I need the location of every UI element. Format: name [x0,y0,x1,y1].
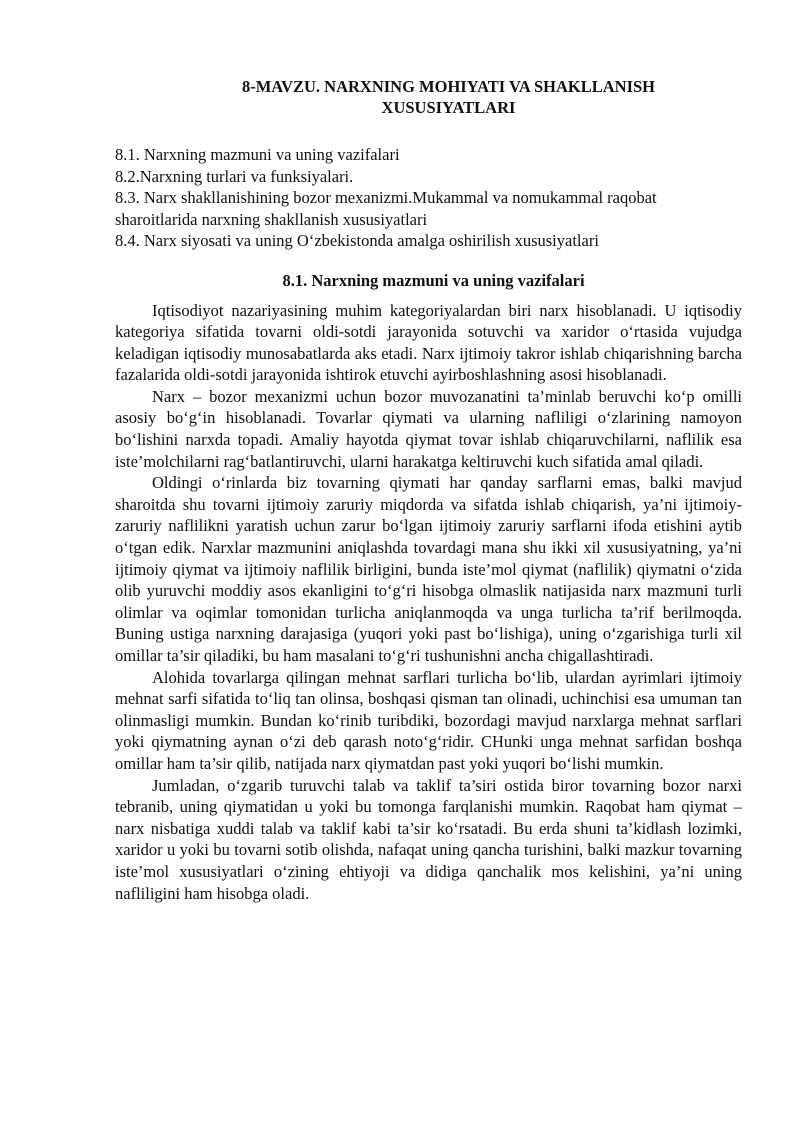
title-line-2: XUSUSIYATLARI [381,98,516,117]
table-of-contents [115,144,742,252]
paragraph: Alohida tovarlarga qilingan mehnat sarflari turlicha bo‘lib, ulardan ayrimlari ijtimoiy mehnat sarfi sifatida to‘liq tan olinsa, boshqasi qisman tan olinadi, uchinchisi esa umuman tan olinmasligi mumkin. Bundan ko‘rinib turibdiki, bozordagi mavjud narxlarga mehnat sarflari yoki qiymatning aynan o‘zi deb qarash noto‘g‘ridir. CHunki unga mehnat sarfidan boshqa omillar ham ta’sir qilib, natijada narx qiymatdan past yoki yuqori bo‘lishi mumkin. [115,667,742,773]
paragraph: Jumladan, o‘zgarib turuvchi talab va taklif ta’siri ostida biror tovarning bozor narxi tebranib, uning qiymatidan u yoki bu tomonga farqlanishi mumkin. Raqobat ham qiymat – narx nisbatiga xuddi talab va taklif kabi ta’sir ko‘rsatadi. Bu erda shuni ta’kidlash lozimki, xaridor u yoki bu tovarni sotib olishda, nafaqat uning qancha turishini, balki mazkur tovarning iste’mol xususiyatlari o‘zining ehtiyoji va didiga qanchalik mos kelishini, ya’ni uning nafliligini ham hisobga oladi. [115,775,742,903]
title-line-1: 8-MAVZU. NARXNING MOHIYATI VA SHAKLLANISH [241,77,656,96]
paragraph: Iqtisodiyot nazariyasining muhim kategoriyalardan biri narx hisoblanadi. U iqtisodiy kategoriya sifatida tovarni oldi-sotdi jarayonida sotuvchi va xaridor o‘rtasida vujudga keladigan iqtisodiy munosabatlarda aks etadi. Narx ijtimoiy takror ishlab chiqarishning barcha fazalarida oldi-sotdi jarayonida ishtirok etuvchi ayirboshlashning asosi hisoblanadi. [115,300,742,385]
document-title [115,76,742,118]
toc-item-8-1: 8.1. Narxning mazmuni va uning vazifalari [115,145,400,164]
toc-item-8-4: 8.4. Narx siyosati va uning O‘zbekistonda amalga oshirilish xususiyatlari [115,231,599,250]
paragraph: Narx – bozor mexanizmi uchun bozor muvozanatini ta’minlab beruvchi ko‘p omilli asosiy bo‘g‘in hisoblanadi. Tovarlar qiymati va ularning nafliligi o‘zlarining namoyon bo‘lishini narxda topadi. Amaliy hayotda qiymat tovar ishlab chiqaruvchilarni, naflilik esa iste’molchilarni rag‘batlantiruvchi, ularni harakatga keltiruvchi kuch sifatida amal qiladi. [115,386,742,471]
section-body [115,300,742,905]
document-page [115,76,742,904]
section-heading: 8.1. Narxning mazmuni va uning vazifalari [282,270,585,290]
toc-item-8-2: 8.2.Narxning turlari va funksiyalari. [115,166,354,186]
paragraph: Oldingi o‘rinlarda biz tovarning qiymati har qanday sarflarni emas, balki mavjud sharoitda shu tovarni ijtimoiy zaruriy miqdorda va sifatda ishlab chiqarish, ya’ni ijtimoiy-zaruriy naflilikni yaratish uchun zarur bo‘lgan ijtimoiy zaruriy sarflarni ifoda etishini aytib o‘tgan edik. Narxlar mazmunini aniqlashda tovardagi mana shu ikki xil xususiyatning, ya’ni ijtimoiy qiymat va ijtimoiy naflilik birligini, bunda iste’mol qiymat (naflilik) qiymatni o‘zida olib yuruvchi moddiy asos ekanligini to‘g‘ri hisobga olmaslik natijasida narx mazmuni turli olimlar va oqimlar tomonidan turlicha aniqlanmoqda va unga turlicha ta’rif berilmoqda. Buning ustiga narxning darajasiga (yuqori yoki past bo‘lishiga), uning o‘zgarishiga turli xil omillar ta’sir qiladiki, bu ham masalani to‘g‘ri tushunishni ancha chigallashtiradi. [115,473,742,665]
toc-item-8-3: 8.3. Narx shakllanishining bozor mexanizmi.Mukammal va nomukammal raqobat sharoitlarida narxning shakllanish xususiyatlari [115,188,657,229]
